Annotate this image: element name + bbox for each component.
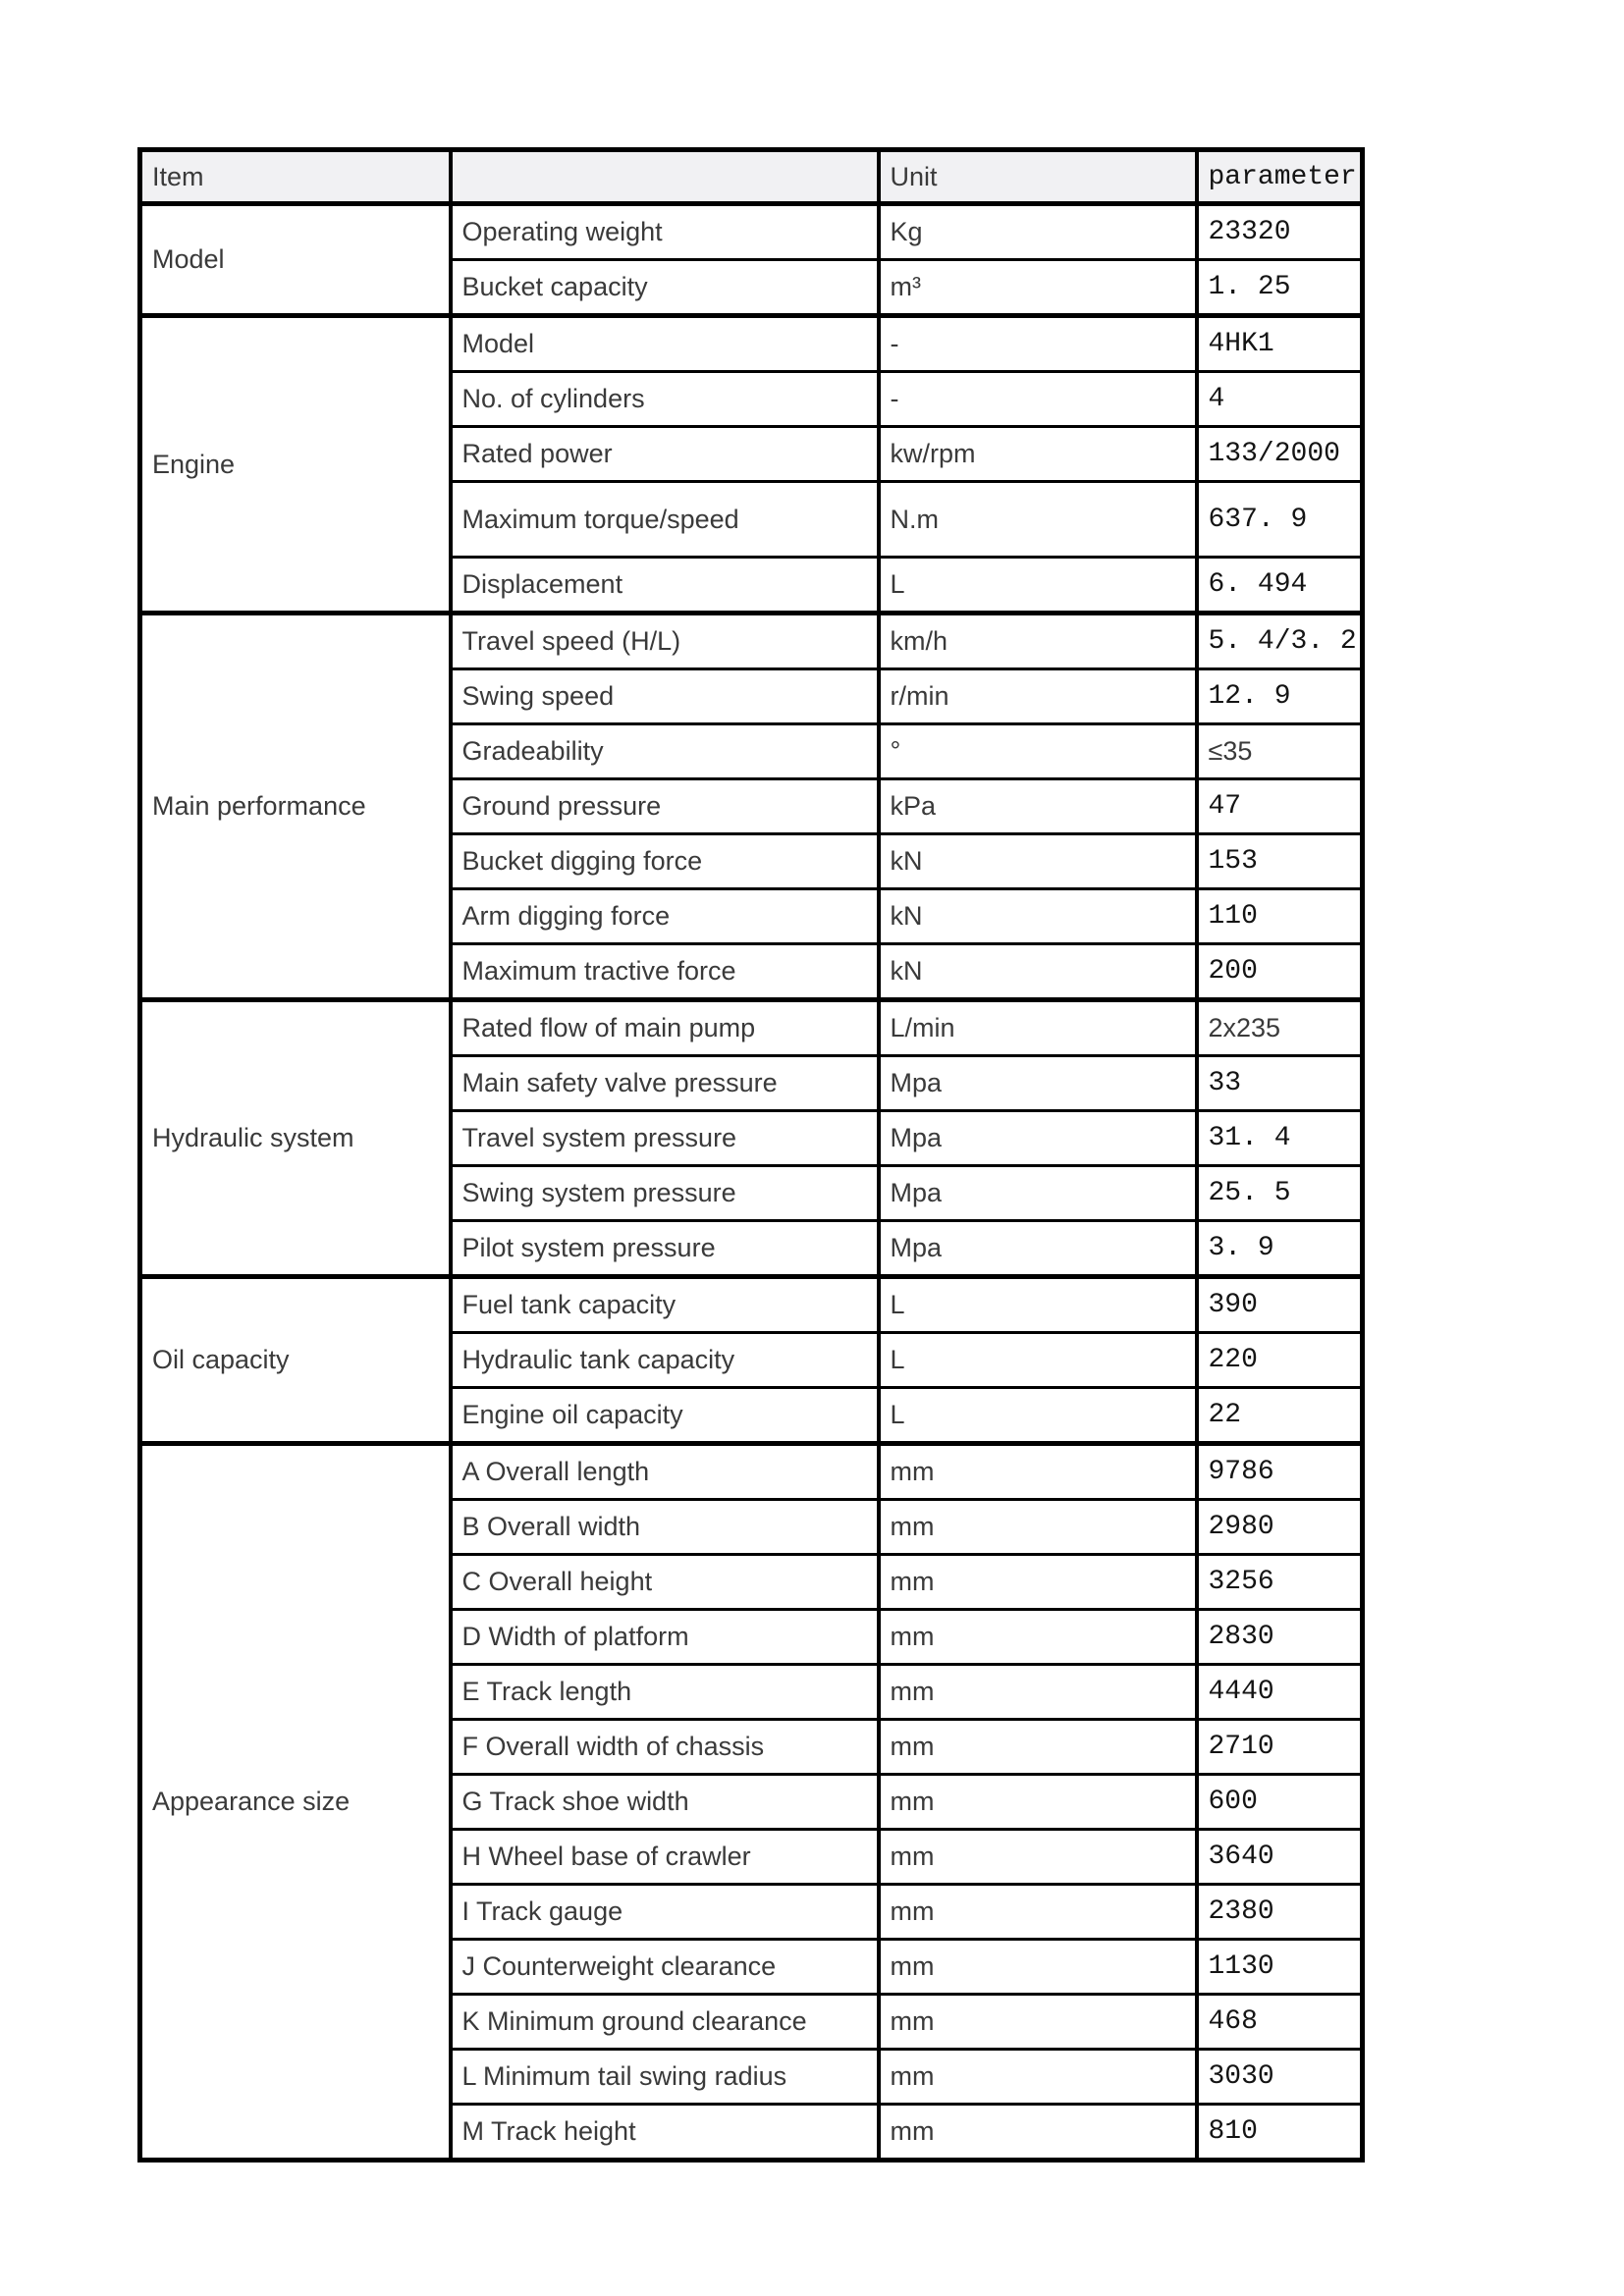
spec-unit-cell: m³ (879, 260, 1197, 316)
spec-label-cell: Pilot system pressure (451, 1221, 879, 1277)
spec-unit-cell: Mpa (879, 1166, 1197, 1221)
spec-label-cell: Bucket digging force (451, 834, 879, 889)
spec-value-cell: 23320 (1197, 204, 1363, 260)
spec-unit-cell: ° (879, 724, 1197, 779)
spec-label-cell: D Width of platform (451, 1610, 879, 1665)
spec-unit-cell: - (879, 316, 1197, 372)
spec-label-cell: Fuel tank capacity (451, 1277, 879, 1333)
spec-unit-cell: mm (879, 1995, 1197, 2050)
spec-value-cell: 3. 9 (1197, 1221, 1363, 1277)
spec-label-cell: Ground pressure (451, 779, 879, 834)
group-cell: Model (140, 204, 451, 316)
spec-unit-cell: mm (879, 1885, 1197, 1940)
spec-value-cell: 468 (1197, 1995, 1363, 2050)
spec-label-cell: Displacement (451, 558, 879, 614)
spec-unit-cell: Mpa (879, 1111, 1197, 1166)
spec-label-cell: Gradeability (451, 724, 879, 779)
spec-value-cell: 600 (1197, 1775, 1363, 1830)
spec-label-cell: Operating weight (451, 204, 879, 260)
group-cell: Appearance size (140, 1444, 451, 2161)
spec-value-cell: 3256 (1197, 1555, 1363, 1610)
spec-label-cell: Rated power (451, 427, 879, 482)
header-parameter: parameter (1197, 150, 1363, 204)
header-sub-item (451, 150, 879, 204)
spec-unit-cell: Mpa (879, 1056, 1197, 1111)
spec-value-cell: 33 (1197, 1056, 1363, 1111)
group-cell: Engine (140, 316, 451, 614)
spec-unit-cell: L/min (879, 1000, 1197, 1056)
spec-label-cell: Hydraulic tank capacity (451, 1333, 879, 1388)
header-item: Item (140, 150, 451, 204)
spec-label-cell: Model (451, 316, 879, 372)
spec-unit-cell: mm (879, 1940, 1197, 1995)
spec-value-cell: 4HK1 (1197, 316, 1363, 372)
spec-unit-cell: kN (879, 944, 1197, 1000)
table-row (140, 1277, 1363, 1333)
spec-value-cell: 220 (1197, 1333, 1363, 1388)
spec-unit-cell: mm (879, 1500, 1197, 1555)
table-row (140, 204, 1363, 260)
spec-label-cell: Arm digging force (451, 889, 879, 944)
spec-value-cell: 12. 9 (1197, 669, 1363, 724)
spec-unit-cell: r/min (879, 669, 1197, 724)
table-row (140, 316, 1363, 372)
spec-unit-cell: kw/rpm (879, 427, 1197, 482)
group-cell: Hydraulic system (140, 1000, 451, 1277)
spec-table (137, 147, 1365, 2163)
spec-value-cell: 4 (1197, 372, 1363, 427)
header-unit: Unit (879, 150, 1197, 204)
spec-label-cell: E Track length (451, 1665, 879, 1720)
spec-unit-cell: mm (879, 1610, 1197, 1665)
spec-label-cell: Swing system pressure (451, 1166, 879, 1221)
spec-value-cell: 3030 (1197, 2050, 1363, 2105)
header-row (140, 150, 1363, 204)
spec-label-cell: I Track gauge (451, 1885, 879, 1940)
spec-value-cell: 1130 (1197, 1940, 1363, 1995)
spec-value-cell: 47 (1197, 779, 1363, 834)
spec-unit-cell: km/h (879, 614, 1197, 669)
spec-value-cell: 810 (1197, 2105, 1363, 2161)
spec-unit-cell: mm (879, 2105, 1197, 2161)
spec-value-cell: 2710 (1197, 1720, 1363, 1775)
spec-value-cell: 2830 (1197, 1610, 1363, 1665)
spec-unit-cell: mm (879, 1665, 1197, 1720)
spec-unit-cell: mm (879, 2050, 1197, 2105)
spec-value-cell: 390 (1197, 1277, 1363, 1333)
spec-unit-cell: L (879, 1333, 1197, 1388)
spec-value-cell: 1. 25 (1197, 260, 1363, 316)
spec-unit-cell: kN (879, 889, 1197, 944)
spec-label-cell: L Minimum tail swing radius (451, 2050, 879, 2105)
table-row (140, 1000, 1363, 1056)
spec-value-cell: 22 (1197, 1388, 1363, 1444)
spec-unit-cell: L (879, 558, 1197, 614)
spec-value-cell: 3640 (1197, 1830, 1363, 1885)
spec-label-cell: F Overall width of chassis (451, 1720, 879, 1775)
spec-label-cell: J Counterweight clearance (451, 1940, 879, 1995)
spec-unit-cell: mm (879, 1830, 1197, 1885)
spec-value-cell: 200 (1197, 944, 1363, 1000)
spec-value-cell: 6. 494 (1197, 558, 1363, 614)
spec-label-cell: A Overall length (451, 1444, 879, 1500)
spec-label-cell: Rated flow of main pump (451, 1000, 879, 1056)
group-cell: Main performance (140, 614, 451, 1000)
spec-label-cell: B Overall width (451, 1500, 879, 1555)
spec-value-cell: ≤35 (1197, 724, 1363, 779)
spec-value-cell: 4440 (1197, 1665, 1363, 1720)
spec-label-cell: K Minimum ground clearance (451, 1995, 879, 2050)
spec-unit-cell: N.m (879, 482, 1197, 558)
spec-unit-cell: L (879, 1277, 1197, 1333)
group-cell: Oil capacity (140, 1277, 451, 1444)
spec-unit-cell: mm (879, 1720, 1197, 1775)
spec-label-cell: M Track height (451, 2105, 879, 2161)
table-row (140, 614, 1363, 669)
spec-label-cell: Bucket capacity (451, 260, 879, 316)
spec-label-cell: Travel speed (H/L) (451, 614, 879, 669)
spec-unit-cell: mm (879, 1555, 1197, 1610)
spec-label-cell: Travel system pressure (451, 1111, 879, 1166)
spec-label-cell: Main safety valve pressure (451, 1056, 879, 1111)
spec-unit-cell: kPa (879, 779, 1197, 834)
spec-value-cell: 31. 4 (1197, 1111, 1363, 1166)
spec-value-cell: 2980 (1197, 1500, 1363, 1555)
spec-value-cell: 133/2000 (1197, 427, 1363, 482)
spec-value-cell: 5. 4/3. 2 (1197, 614, 1363, 669)
spec-label-cell: G Track shoe width (451, 1775, 879, 1830)
spec-label-cell: No. of cylinders (451, 372, 879, 427)
spec-label-cell: C Overall height (451, 1555, 879, 1610)
spec-value-cell: 153 (1197, 834, 1363, 889)
spec-value-cell: 2x235 (1197, 1000, 1363, 1056)
spec-value-cell: 110 (1197, 889, 1363, 944)
spec-unit-cell: kN (879, 834, 1197, 889)
spec-label-cell: Maximum torque/speed (451, 482, 879, 558)
spec-value-cell: 25. 5 (1197, 1166, 1363, 1221)
spec-unit-cell: mm (879, 1444, 1197, 1500)
spec-unit-cell: Kg (879, 204, 1197, 260)
spec-label-cell: Engine oil capacity (451, 1388, 879, 1444)
spec-value-cell: 9786 (1197, 1444, 1363, 1500)
spec-unit-cell: mm (879, 1775, 1197, 1830)
table-row (140, 1444, 1363, 1500)
spec-unit-cell: Mpa (879, 1221, 1197, 1277)
spec-unit-cell: - (879, 372, 1197, 427)
spec-label-cell: Swing speed (451, 669, 879, 724)
spec-label-cell: Maximum tractive force (451, 944, 879, 1000)
spec-value-cell: 637. 9 (1197, 482, 1363, 558)
spec-unit-cell: L (879, 1388, 1197, 1444)
spec-value-cell: 2380 (1197, 1885, 1363, 1940)
spec-label-cell: H Wheel base of crawler (451, 1830, 879, 1885)
